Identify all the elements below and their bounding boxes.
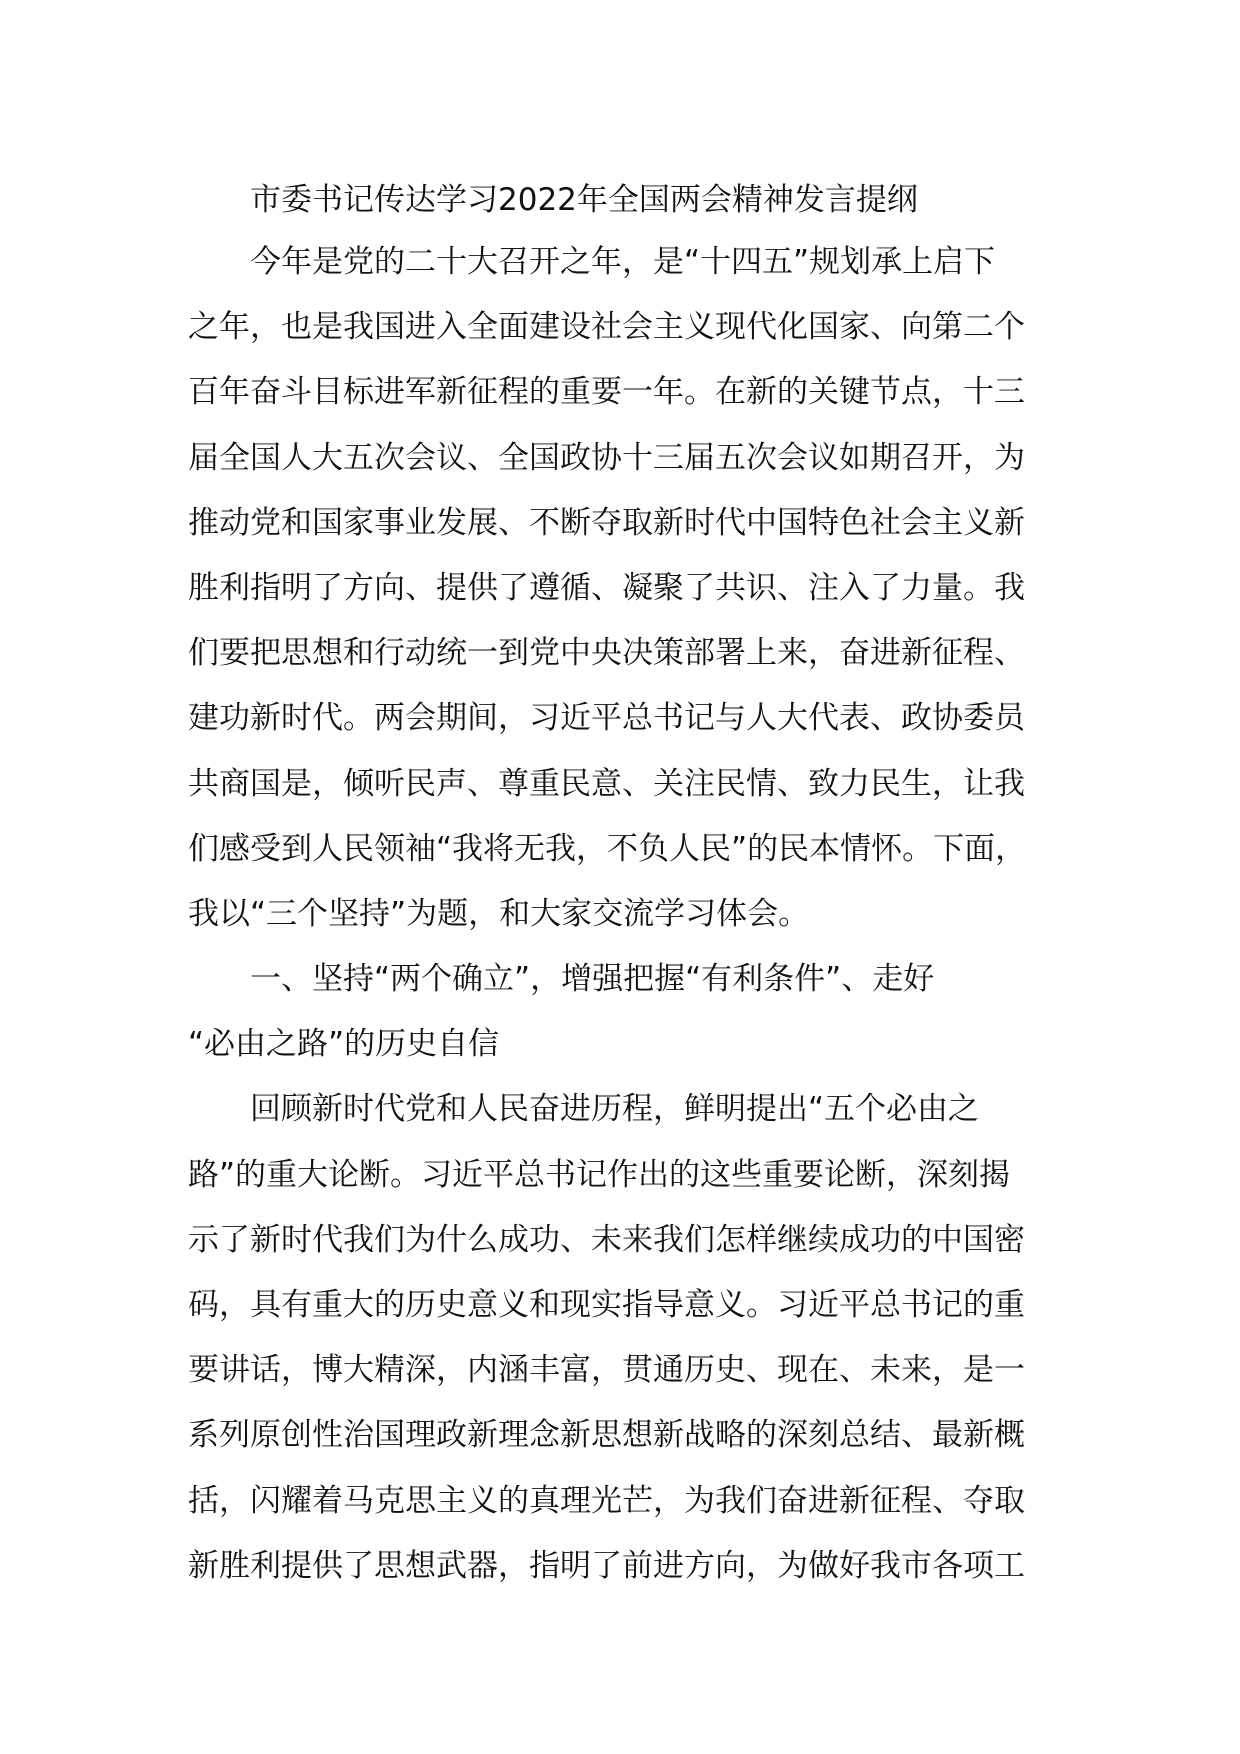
paragraph-line: 系列原创性治国理政新理念新思想新战略的深刻总结、最新概 [188,1417,1025,1454]
paragraph-line: 回顾新时代党和人民奋进历程，鲜明提出“五个必由之 [250,1091,980,1128]
paragraph-line: 今年是党的二十大召开之年，是“十四五”规划承上启下 [250,244,996,280]
paragraph-line: 百年奋斗目标进军新征程的重要一年。在新的关键节点，十三 [188,374,1025,411]
section-heading-line: 一、坚持“两个确立”，增强把握“有利条件”、走好 [250,961,935,998]
document-title: 市委书记传达学习2022年全国两会精神发言提纲 [250,182,918,218]
section-heading-1 [188,947,1068,1077]
paragraph-line: 码，具有重大的历史意义和现实指导意义。习近平总书记的重 [188,1287,1025,1323]
paragraph-line: 共商国是，倾听民声、尊重民意、关注民情、致力民生，让我 [188,765,1025,802]
paragraph-line: 示了新时代我们为什么成功、未来我们怎样继续成功的中国密 [188,1221,1025,1258]
paragraph-intro [188,230,1068,947]
paragraph-body [188,1077,1068,1599]
paragraph-line: 新胜利提供了思想武器，指明了前进方向，为做好我市各项工 [188,1547,1025,1584]
paragraph-line: 届全国人大五次会议、全国政协十三届五次会议如期召开，为 [188,439,1025,476]
paragraph-line: 推动党和国家事业发展、不断夺取新时代中国特色社会主义新 [188,504,1025,541]
paragraph-line: 之年，也是我国进入全面建设社会主义现代化国家、向第二个 [188,309,1025,346]
section-heading-line: “必由之路”的历史自信 [188,1026,500,1063]
paragraph-line: 要讲话，博大精深，内涵丰富，贯通历史、现在、未来，是一 [188,1352,1025,1389]
paragraph-line: 路”的重大论断。习近平总书记作出的这些重要论断，深刻揭 [188,1156,1011,1193]
paragraph-line: 们感受到人民领袖“我将无我，不负人民”的民本情怀。下面， [188,830,1027,867]
paragraph-line: 胜利指明了方向、提供了遵循、凝聚了共识、注入了力量。我 [188,569,1025,606]
paragraph-line: 们要把思想和行动统一到党中央决策部署上来，奋进新征程、 [188,635,1025,672]
document-page [188,170,1068,1599]
paragraph-line: 我以“三个坚持”为题，和大家交流学习体会。 [188,895,810,932]
paragraph-line: 括，闪耀着马克思主义的真理光芒，为我们奋进新征程、夺取 [188,1482,1025,1519]
paragraph-line: 建功新时代。两会期间，习近平总书记与人大代表、政协委员 [188,700,1025,737]
